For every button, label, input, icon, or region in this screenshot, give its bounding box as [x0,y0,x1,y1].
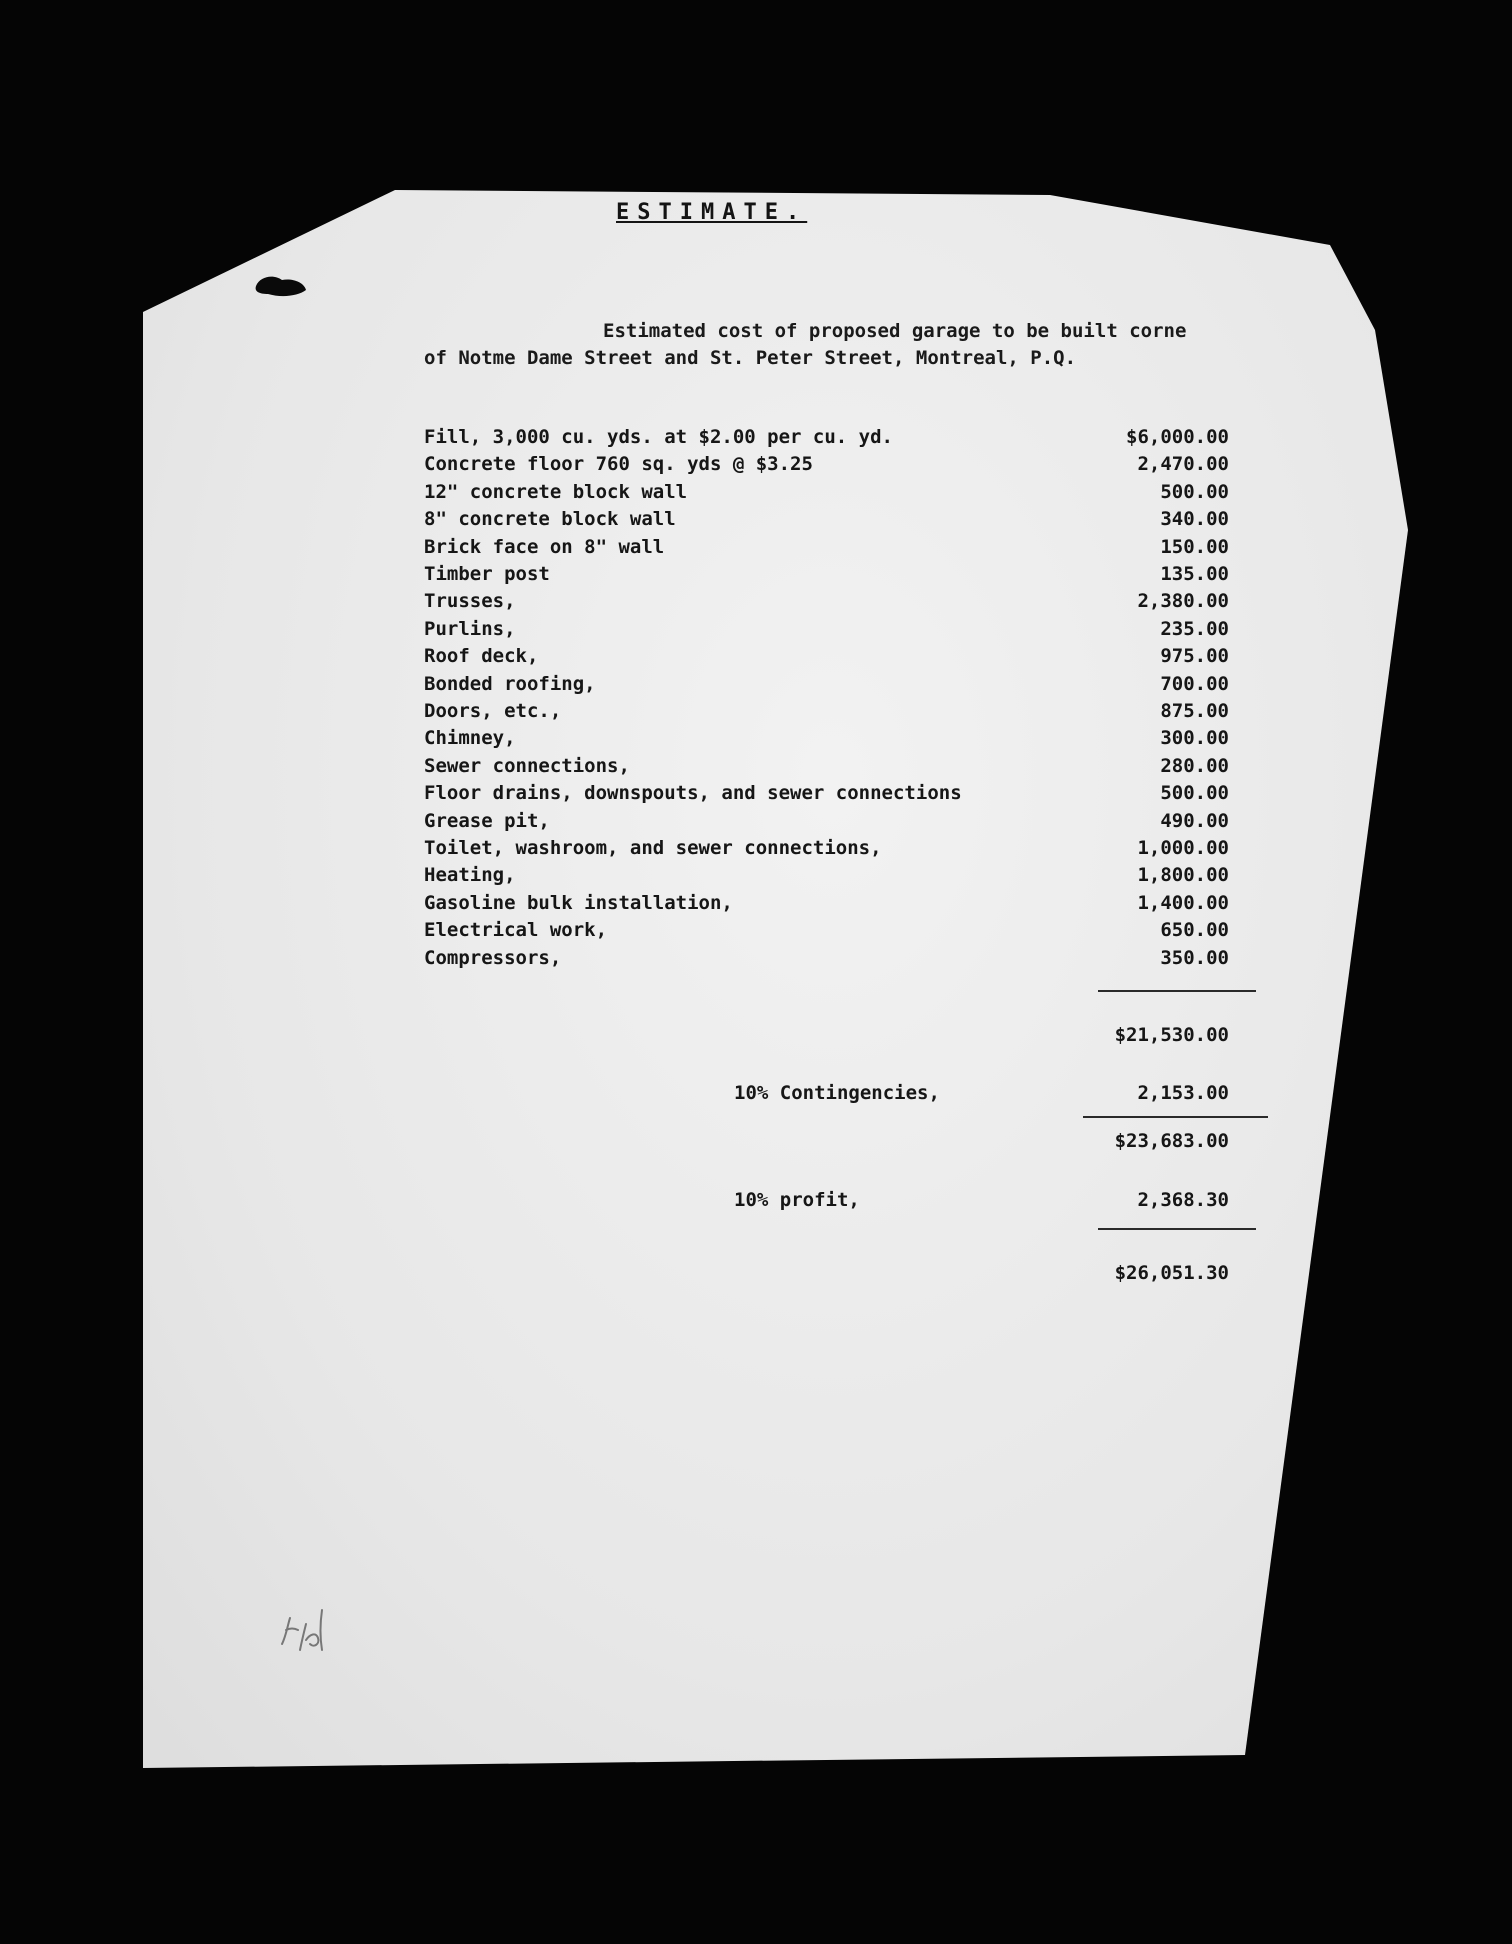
item-description: Gasoline bulk installation, [424,891,733,914]
document-title: ESTIMATE. [616,200,808,225]
ink-smudge-mark [252,272,310,300]
estimate-item-row [424,426,1229,453]
item-description: 12" concrete block wall [424,480,688,503]
item-amount: 500.00 [1160,480,1229,503]
contingencies-line [734,1082,1229,1109]
profit-amount: 2,368.30 [1137,1189,1229,1211]
item-description: Roof deck, [424,645,539,668]
item-description: Brick face on 8" wall [424,535,665,558]
subtotal2-line [1000,1130,1229,1157]
item-amount: 1,800.00 [1137,864,1229,887]
intro-line-1: Estimated cost of proposed garage to be built corne [603,320,1187,342]
estimate-item-row [424,563,1229,590]
item-amount: 2,380.00 [1137,590,1229,613]
item-amount: 150.00 [1160,535,1229,558]
item-amount: 650.00 [1160,919,1229,942]
profit-line [734,1189,1229,1216]
estimate-item-row [424,919,1229,946]
item-amount: 700.00 [1160,672,1229,695]
estimate-item-row [424,536,1229,563]
estimate-item-row [424,755,1229,782]
contingencies-label: 10% Contingencies, [734,1082,940,1104]
profit-rule [1098,1228,1256,1230]
item-amount: 975.00 [1160,645,1229,668]
item-description: Bonded roofing, [424,672,596,695]
item-description: Heating, [424,864,516,887]
item-amount: 235.00 [1160,617,1229,640]
item-amount: 300.00 [1160,727,1229,750]
profit-label: 10% profit, [734,1189,860,1211]
item-description: Purlins, [424,617,516,640]
item-description: Doors, etc., [424,700,562,722]
estimate-item-row [424,645,1229,672]
item-amount: 1,000.00 [1137,837,1229,859]
intro-line-2: of Notme Dame Street and St. Peter Street, Montreal, P.Q. [424,347,1077,369]
estimate-item-row [424,590,1229,617]
grand-total-amount: $26,051.30 [1114,1262,1229,1284]
estimate-item-row [424,837,1229,864]
estimate-item-row [424,673,1229,700]
item-amount: 2,470.00 [1137,453,1229,476]
item-description: Floor drains, downspouts, and sewer connections [424,782,962,805]
item-amount: 490.00 [1160,809,1229,832]
item-description: Electrical work, [424,919,608,942]
estimate-item-row [424,508,1229,535]
item-description: Concrete floor 760 sq. yds @ $3.25 [424,453,813,476]
estimate-item-row [424,453,1229,480]
item-amount: $6,000.00 [1126,426,1229,448]
estimate-item-row [424,700,1229,727]
item-description: Toilet, washroom, and sewer connections, [424,837,882,859]
item-description: Sewer connections, [424,754,630,777]
item-amount: 875.00 [1160,700,1229,722]
estimate-item-row [424,947,1229,974]
subtotal-amount: $21,530.00 [1114,1024,1229,1046]
item-description: Fill, 3,000 cu. yds. at $2.00 per cu. yd. [424,426,893,448]
item-amount: 350.00 [1160,946,1229,969]
contingencies-amount: 2,153.00 [1137,1082,1229,1104]
item-description: Timber post [424,563,550,585]
estimate-item-row [424,727,1229,754]
item-description: Grease pit, [424,809,550,832]
item-amount: 340.00 [1160,508,1229,531]
estimate-item-row [424,892,1229,919]
item-description: Chimney, [424,727,516,750]
contingencies-rule [1083,1116,1268,1118]
subtotal-rule [1098,990,1256,992]
estimate-item-row [424,810,1229,837]
estimate-item-row [424,782,1229,809]
item-description: Compressors, [424,946,562,969]
subtotal2-amount: $23,683.00 [1114,1130,1229,1152]
item-description: 8" concrete block wall [424,508,676,531]
estimate-item-row [424,618,1229,645]
item-amount: 500.00 [1160,782,1229,805]
item-description: Trusses, [424,590,516,613]
estimate-item-row [424,864,1229,891]
estimate-item-row [424,481,1229,508]
item-amount: 280.00 [1160,754,1229,777]
subtotal-line [1000,1024,1229,1051]
item-amount: 135.00 [1160,563,1229,585]
item-amount: 1,400.00 [1137,891,1229,914]
handwritten-initials [276,1600,332,1656]
grand-total-line [1000,1262,1229,1289]
